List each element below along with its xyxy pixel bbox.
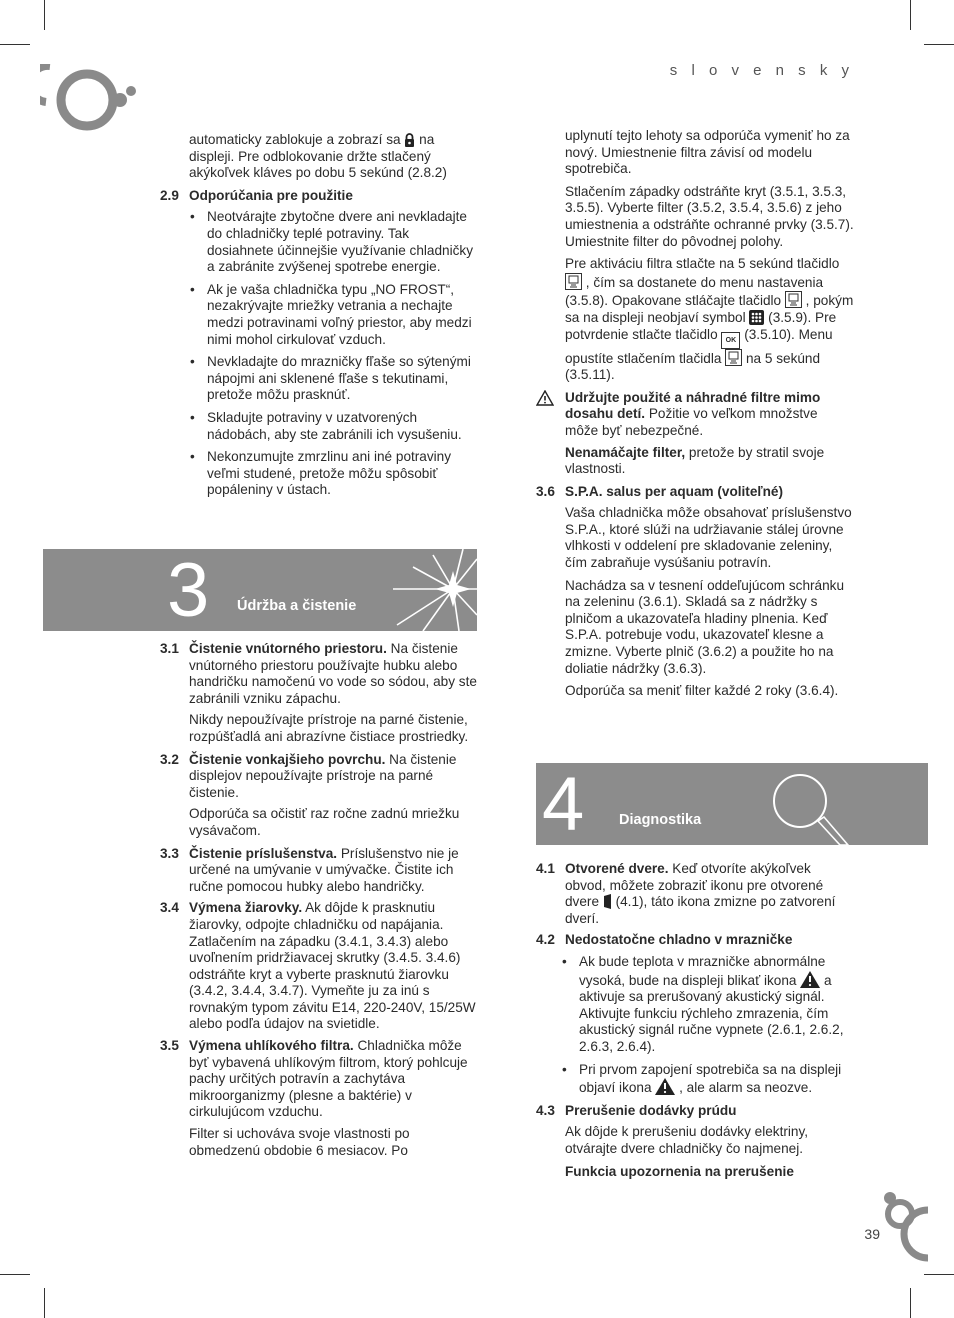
section-text: Na čistenie displejov nepoužívajte prístroje na parné čistenie. bbox=[189, 751, 457, 800]
subheading: Funkcia upozornenia na prerušenie bbox=[565, 1163, 794, 1179]
section-title: Výmena uhlíkového filtra. bbox=[189, 1038, 354, 1054]
right-column-top bbox=[536, 128, 854, 706]
section-3-2 bbox=[160, 752, 478, 802]
crop-mark bbox=[924, 44, 954, 45]
crop-mark bbox=[44, 0, 45, 30]
paragraph-text: Pre aktiváciu filtra stlačte na 5 sekúnd tlačidlo bbox=[565, 256, 840, 272]
section-heading bbox=[536, 932, 854, 949]
alarm-warning-icon bbox=[655, 1078, 675, 1095]
filter-symbol-icon bbox=[749, 310, 764, 325]
paragraph: Stlačením západky odstráňte kryt (3.5.1, 3.5.3, 3.5.5). Vyberte filter (3.5.2, 3.5.4, 3.5.6) z jeho umiestnenia a odstráňte ochranné prvky (3.5.7). Umiestnite filter do pôvodnej polohy. bbox=[565, 183, 854, 249]
section-number: 4.2 bbox=[536, 932, 555, 948]
warning-icon bbox=[536, 390, 554, 406]
section-title: Čistenie vonkajšieho povrchu. bbox=[189, 751, 386, 767]
paragraph-text: , pokým sa na displeji neobjaví symbol bbox=[565, 293, 854, 325]
section-title: Výmena žiarovky. bbox=[189, 900, 303, 916]
paragraph-text: na 5 sekúnd (3.5.11). bbox=[565, 350, 821, 383]
list-item: • Nevkladajte do mrazničky fľaše so sýtenými nápojmi ani sklenené fľaše s tekutinami, pretože môžu prasknúť. bbox=[189, 354, 478, 404]
open-door-icon bbox=[603, 894, 612, 909]
list-item: • Nekonzumujte zmrzlinu ani iné potraviny veľmi studené, pretože môžu spôsobiť popáleniny v ústach. bbox=[189, 449, 478, 499]
section-4-1 bbox=[536, 861, 854, 927]
list-item: • Skladujte potraviny v uzatvorených nádobách, aby ste zabránili ich vysušeniu. bbox=[189, 410, 478, 443]
language-label: s l o v e n s k y bbox=[669, 62, 854, 79]
crop-mark bbox=[910, 1288, 911, 1318]
section-title: Čistenie vnútorného priestoru. bbox=[189, 641, 387, 656]
crop-mark bbox=[0, 44, 30, 45]
lock-icon bbox=[404, 133, 415, 147]
section-number: 3.2 bbox=[160, 751, 179, 767]
section-text: Na čistenie vnútorného priestoru používajte hubku alebo handričku namočenú vo vode so sódou, aby ste zabránili vzniku zápachu. bbox=[189, 641, 477, 706]
brand-circles-logo bbox=[40, 64, 140, 136]
section-3-1 bbox=[160, 641, 478, 707]
paragraph-text: pretože by stratil svoje vlastnosti. bbox=[565, 444, 825, 477]
section-3-3 bbox=[160, 846, 478, 896]
section-3-5 bbox=[160, 1038, 478, 1121]
section-text: Keď otvoríte akýkoľvek obvod, môžete zobraziť ikonu pre otvorené dvere bbox=[565, 861, 824, 910]
section-heading bbox=[536, 1103, 854, 1120]
warning-title: Udržujte použité a náhradné filtre mimo dosahu detí. bbox=[565, 389, 821, 422]
paragraph: Nachádza sa v tesnení oddeľujúcom schránku na zeleninu (3.6.1). Skladá sa z nádržky s plničom a ukazovateľa hladiny plnenia. Keď S.P.A. potrebuje vodu, ukazovateľ klesne a zmizne. Vyberte plnič (3.6.2) a použite ho na doliatie nádržky (3.6.3). bbox=[565, 577, 845, 676]
intro-text: na displeji. Pre odblokovanie držte stlačený akýkoľvek kláves po dobu 5 sekúnd (2.8.2) bbox=[189, 132, 447, 181]
paragraph: Nikdy nepoužívajte prístroje na parné čistenie, rozpúšťadlá ani abrazívne čistiace prostriedky. bbox=[189, 712, 469, 744]
menu-button-icon bbox=[785, 291, 802, 308]
list-text: Ak bude teplota v mrazničke abnormálne vysoká, bude na displeji blikať ikona bbox=[579, 953, 826, 988]
menu-button-icon bbox=[565, 273, 582, 290]
brand-circles-logo bbox=[878, 1188, 930, 1262]
section-number: 4.1 bbox=[536, 861, 555, 876]
list-text: a aktivuje sa prerušovaný akustický signál. Aktivujte funkciu rýchleho zmrazenia, čím akustický signál ručne vypnete (2.6.1, 2.6.2, 2.6.3, 2.6.4). bbox=[579, 972, 844, 1054]
crop-mark bbox=[910, 0, 911, 30]
list-item bbox=[561, 1062, 854, 1097]
warning-text: Požitie vo veľkom množstve môže byť nebezpečné. bbox=[565, 406, 818, 438]
section-number: 3.5 bbox=[160, 1038, 179, 1054]
chapter-number: 4 bbox=[542, 763, 585, 845]
left-column-top bbox=[160, 132, 478, 505]
ok-button-icon: OK bbox=[721, 332, 740, 349]
section-title: Odporúčania pre použitie bbox=[189, 187, 353, 203]
paragraph: Odporúča sa očistiť raz ročne zadnú mriežku vysávačom. bbox=[189, 806, 460, 838]
section-title: S.P.A. salus per aquam (voliteľné) bbox=[565, 483, 784, 499]
list-item: • Neotvárajte zbytočne dvere ani nevkladajte do chladničky teplé potraviny. Tak dosiahnete účinnejšie využívanie chladničky a zabránite zvýšenej spotrebe energie. bbox=[189, 209, 478, 275]
section-number: 4.3 bbox=[536, 1102, 555, 1118]
section-heading bbox=[160, 188, 478, 205]
section-text: Chladnička môže byť vybavená uhlíkovým filtrom, ktorý pohlcuje pachy určitých potravín a zachytáva mikroorganizmy (plesne a baktérie) v cirkulujúcom vzduchu. bbox=[189, 1038, 468, 1120]
crop-mark bbox=[44, 1288, 45, 1318]
intro-text: automaticky zablokuje a zobrazí sa bbox=[189, 132, 401, 147]
section-3-4 bbox=[160, 900, 478, 1033]
list-item: • Ak je vaša chladnička typu „NO FROST“, nezakrývajte mriežky vetrania a nechajte medzi potravinami voľný priestor, aby medzi nimi mohol cirkulovať vzduch. bbox=[189, 282, 478, 348]
paragraph: Filter si uchováva svoje vlastnosti po obmedzenú obdobie 6 mesiacov. Po bbox=[189, 1126, 410, 1158]
paragraph-text: (3.5.10). Menu opustíte stlačením tlačidla bbox=[565, 326, 833, 366]
section-title: Otvorené dvere. bbox=[565, 861, 669, 876]
section-title: Čistenie príslušenstva. bbox=[189, 845, 338, 861]
list-text: , ale alarm sa neozve. bbox=[679, 1080, 813, 1096]
left-column-bottom bbox=[160, 641, 478, 1165]
section-number: 2.9 bbox=[160, 187, 179, 203]
chapter-number: 3 bbox=[167, 549, 210, 631]
section-text: Ak dôjde k prasknutiu žiarovky, odpojte chladničku od napájania. Zatlačením na západku (3.4.1, 3.4.3) alebo uvoľnením pridržiavacej skrutky (3.4.5. 3.4.6) odstráňte kryt a vyberte prasknutú žiarovku (3.4.2, 3.4.4, 3.4.7). Vymeňte ju za inú s rovnakým typom závitu E14, 220-240V, 15/25W alebo podľa údajov na svietidle. bbox=[189, 900, 476, 1032]
alarm-warning-icon bbox=[800, 971, 820, 988]
list-item bbox=[561, 954, 854, 1056]
paragraph-text: , čím sa dostanete do menu nastavenia (3.5.8). Opakovane stláčajte tlačidlo bbox=[565, 274, 824, 309]
menu-button-icon bbox=[725, 349, 742, 366]
section-title: Prerušenie dodávky prúdu bbox=[565, 1102, 737, 1118]
recommendations-list bbox=[160, 209, 478, 499]
page-number: 39 bbox=[864, 1226, 880, 1242]
chapter-title: Údržba a čistenie bbox=[237, 598, 357, 614]
section-text: (4.1), táto ikona zmizne po zatvorení dverí. bbox=[565, 894, 836, 926]
sparkle-icon bbox=[393, 549, 477, 631]
section-heading bbox=[536, 484, 854, 501]
warning-block bbox=[536, 390, 854, 440]
paragraph: uplynutí tejto lehoty sa odporúča vymeniť ho za nový. Umiestnenie filtra závisí od modelu spotrebiča. bbox=[565, 128, 850, 177]
paragraph-text: (3.5.9). Pre potvrdenie stlačte tlačidlo bbox=[565, 309, 837, 342]
section-title: Nedostatočne chladno v mrazničke bbox=[565, 932, 793, 948]
section-number: 3.1 bbox=[160, 641, 179, 656]
right-column-bottom bbox=[536, 861, 854, 1186]
filter-activation-paragraph bbox=[536, 256, 854, 384]
list-text: Pri prvom zapojení spotrebiča sa na displeji objaví ikona bbox=[579, 1061, 842, 1096]
paragraph: Odporúča sa meniť filter každé 2 roky (3.6.4). bbox=[565, 683, 839, 699]
diagnostics-list bbox=[536, 954, 854, 1097]
paragraph: Vaša chladnička môže obsahovať príslušenstvo S.P.A., ktoré slúži na udržiavanie stálej úrovne vlhkosti v oddelení pre skladovanie zeleniny, čím zabraňuje vysúšaniu potravín. bbox=[565, 505, 852, 571]
intro-paragraph bbox=[160, 132, 478, 182]
chapter-title: Diagnostika bbox=[619, 812, 702, 828]
section-number: 3.6 bbox=[536, 483, 555, 499]
paragraph bbox=[536, 445, 854, 478]
crop-mark bbox=[0, 1274, 30, 1275]
chapter-band bbox=[536, 763, 928, 845]
bold-text: Nenamáčajte filter, bbox=[565, 444, 686, 460]
section-number: 3.4 bbox=[160, 900, 179, 916]
crop-mark bbox=[924, 1274, 954, 1275]
section-text: Príslušenstvo nie je určené na umývanie v umývačke. Čistite ich ručne pomocou hubky alebo handričky. bbox=[189, 845, 459, 894]
paragraph: Ak dôjde k prerušeniu dodávky elektriny, otvárajte dvere chladničky čo najmenej. bbox=[565, 1124, 809, 1156]
magnifier-icon bbox=[768, 771, 858, 845]
chapter-band bbox=[43, 549, 477, 631]
section-number: 3.3 bbox=[160, 845, 179, 861]
